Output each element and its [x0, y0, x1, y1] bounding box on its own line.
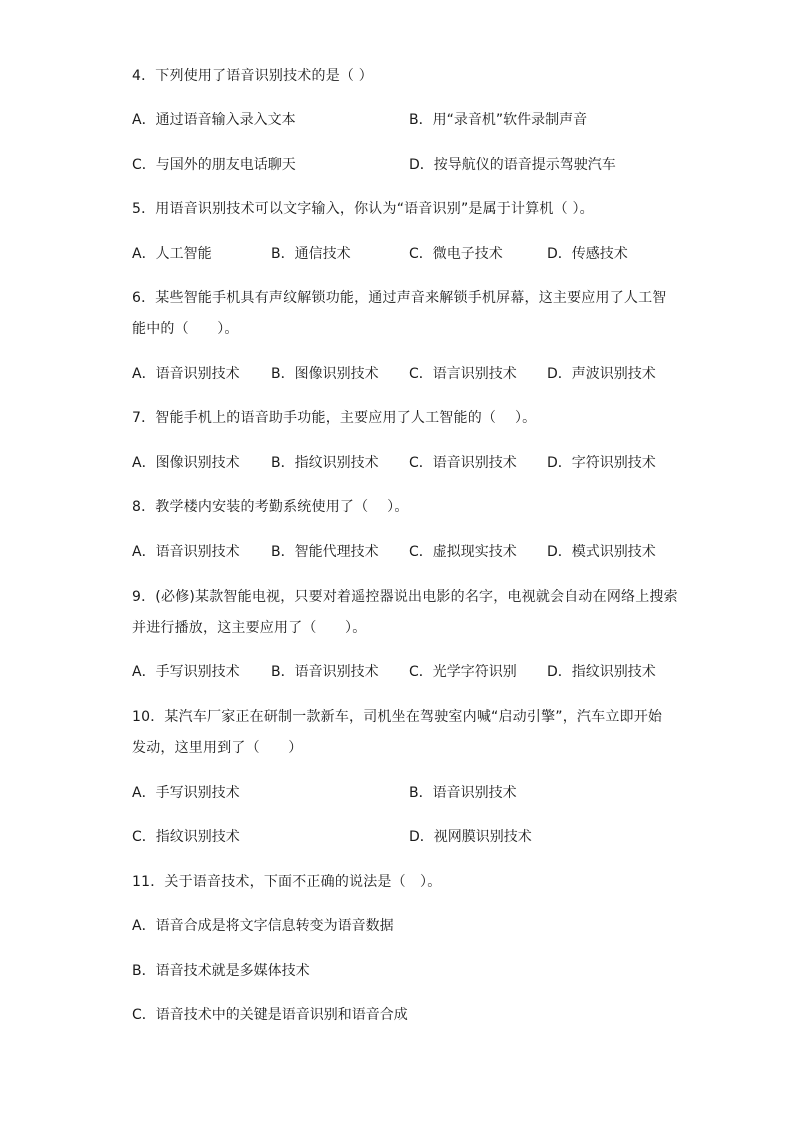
question-7-option-b: B．指纹识别技术: [271, 455, 379, 471]
question-10-stem-line-2: 发动，这里用到了（ ）: [132, 740, 303, 756]
question-5-option-d: D．传感技术: [547, 246, 628, 262]
question-9-option-b: B．语音识别技术: [271, 664, 379, 680]
question-4-option-b: B．用“录音机”软件录制声音: [409, 112, 588, 128]
question-8-option-a: A．语音识别技术: [132, 544, 240, 560]
question-9-stem-line-1: 9．(必修)某款智能电视，只要对着遥控器说出电影的名字，电视就会自动在网络上搜索: [132, 589, 678, 605]
question-8-option-b: B．智能代理技术: [271, 544, 379, 560]
question-4-option-a: A．通过语音输入录入文本: [132, 112, 296, 128]
question-10-stem-line-1: 10．某汽车厂家正在研制一款新车，司机坐在驾驶室内喊“启动引擎”，汽车立即开始: [132, 709, 663, 725]
question-7-option-c: C．语音识别技术: [409, 455, 517, 471]
question-5-option-c: C．微电子技术: [409, 246, 503, 262]
question-8-stem: 8．教学楼内安装的考勤系统使用了（ ）。: [132, 499, 409, 515]
question-6-stem-line-2: 能中的（ ）。: [132, 321, 239, 337]
question-6-stem-line-1: 6．某些智能手机具有声纹解锁功能，通过声音来解锁手机屏幕，这主要应用了人工智: [132, 290, 667, 306]
question-11-option-a: A．语音合成是将文字信息转变为语音数据: [132, 918, 394, 934]
question-10-option-d: D．视网膜识别技术: [409, 829, 532, 845]
question-7-option-d: D．字符识别技术: [547, 455, 656, 471]
question-11-option-c: C．语音技术中的关键是语音识别和语音合成: [132, 1007, 408, 1023]
question-8-option-c: C．虚拟现实技术: [409, 544, 517, 560]
question-9-option-c: C．光学字符识别: [409, 664, 517, 680]
question-11-stem: 11．关于语音技术，下面不正确的说法是（ ）。: [132, 874, 442, 890]
question-4-option-c: C．与国外的朋友电话聊天: [132, 157, 296, 173]
question-10-option-b: B．语音识别技术: [409, 785, 517, 801]
question-5-option-a: A．人工智能: [132, 246, 212, 262]
question-6-option-c: C．语言识别技术: [409, 366, 517, 382]
question-9-stem-line-2: 并进行播放，这主要应用了（ ）。: [132, 620, 367, 636]
question-9-option-a: A．手写识别技术: [132, 664, 240, 680]
question-11-option-b: B．语音技术就是多媒体技术: [132, 963, 310, 979]
question-8-option-d: D．模式识别技术: [547, 544, 656, 560]
question-10-option-a: A．手写识别技术: [132, 785, 240, 801]
question-4-stem: 4．下列使用了语音识别技术的是（ ）: [132, 68, 373, 84]
question-6-option-d: D．声波识别技术: [547, 366, 656, 382]
question-6-option-b: B．图像识别技术: [271, 366, 379, 382]
question-5-stem: 5．用语音识别技术可以文字输入，你认为“语音识别”是属于计算机（ ）。: [132, 201, 594, 217]
question-9-option-d: D．指纹识别技术: [547, 664, 656, 680]
question-10-option-c: C．指纹识别技术: [132, 829, 240, 845]
question-7-option-a: A．图像识别技术: [132, 455, 240, 471]
question-5-option-b: B．通信技术: [271, 246, 351, 262]
question-6-option-a: A．语音识别技术: [132, 366, 240, 382]
question-7-stem: 7．智能手机上的语音助手功能，主要应用了人工智能的（ ）。: [132, 410, 537, 426]
question-4-option-d: D．按导航仪的语音提示驾驶汽车: [409, 157, 616, 173]
